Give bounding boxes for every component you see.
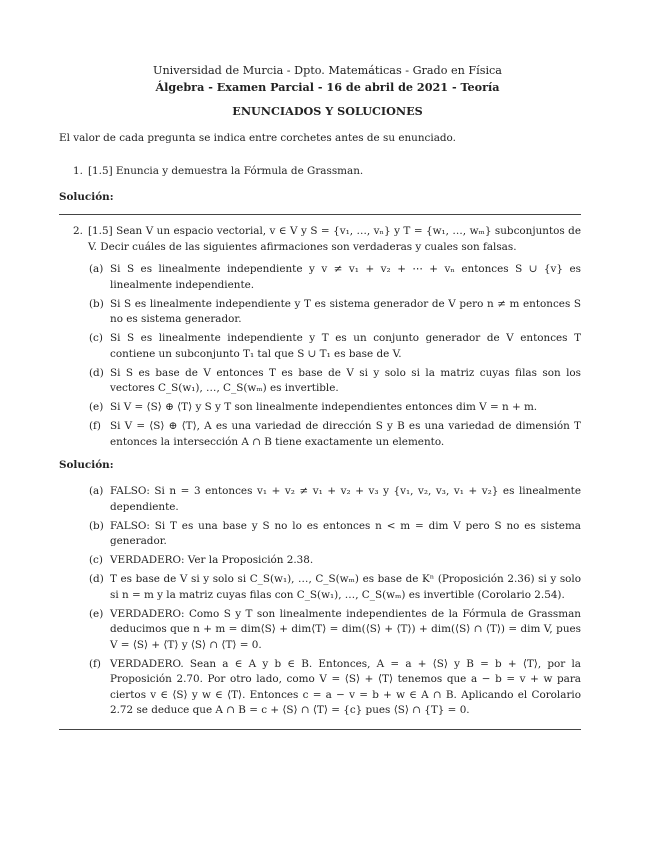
list-item [89, 519, 581, 550]
list-item [89, 657, 581, 719]
question-1-text: [1.5] Enuncia y demuestra la Fórmula de Grassman. [88, 165, 364, 177]
list-item [89, 297, 581, 328]
list-item [89, 366, 581, 397]
item-text: Si V = ⟨S⟩ ⊕ ⟨T⟩, A es una variedad de dirección S y B es una variedad de dimensión T entonces la intersección A ∩ B tiene exactamente un elemento. [110, 420, 581, 448]
list-item [89, 553, 581, 569]
item-text: VERDADERO: Como S y T son linealmente independientes de la Fórmula de Grassman deducimos que n + m = dim⟨S⟩ + dim⟨T⟩ = dim(⟨S⟩ + ⟨T⟩) + dim(⟨S⟩ ∩ ⟨T⟩) = dim V, pues V = ⟨S⟩ + ⟨T⟩ y ⟨S⟩ ∩ ⟨T⟩ = 0. [110, 607, 581, 651]
question-2-number: 2. [73, 225, 83, 237]
item-text: Si S es linealmente independiente y T es sistema generador de V pero n ≠ m entonces S no es sistema generador. [110, 297, 581, 325]
item-label: (b) [89, 297, 104, 310]
item-label: (f) [89, 657, 101, 670]
item-label: (b) [89, 519, 104, 532]
item-text: Si S es linealmente independiente y v ≠ v₁ + v₂ + ⋯ + vₙ entonces S ∪ {v} es linealmente independiente. [110, 263, 581, 291]
question-2 [59, 224, 581, 255]
solution-label-2: Solución: [59, 459, 114, 471]
item-label: (c) [89, 332, 103, 344]
solution-label-1: Solución: [59, 191, 114, 203]
item-text: VERDADERO: Ver la Proposición 2.38. [110, 554, 314, 566]
list-item [89, 484, 581, 515]
question-2-items [89, 262, 581, 454]
header-university: Universidad de Murcia - Dpto. Matemáticas - Grado en Física [153, 64, 502, 77]
header-statements: ENUNCIADOS Y SOLUCIONES [232, 104, 423, 118]
item-label: (c) [89, 554, 103, 566]
question-2-text: [1.5] Sean V un espacio vectorial, v ∈ V y S = {v₁, …, vₙ} y T = {w₁, …, wₘ} subconjuntos de V. Decir cuáles de las siguientes afirmaciones son verdaderas y cuales son falsas. [88, 225, 581, 253]
item-text: Si V = ⟨S⟩ ⊕ ⟨T⟩ y S y T son linealmente independientes entonces dim V = n + m. [110, 401, 538, 413]
question-1 [59, 164, 581, 180]
item-label: (a) [89, 263, 104, 275]
item-text: FALSO: Si T es una base y S no lo es entonces n < m = dim V pero S no es sistema generador. [110, 519, 581, 547]
solutions-list [89, 484, 581, 722]
item-text: FALSO: Si n = 3 entonces v₁ + v₂ ≠ v₁ + v₂ + v₃ y {v₁, v₂, v₃, v₁ + v₂} es linealmente dependiente. [110, 485, 581, 513]
intro-text: El valor de cada pregunta se indica entre corchetes antes de su enunciado. [59, 132, 456, 144]
item-label: (d) [89, 573, 104, 585]
question-1-number: 1. [73, 165, 83, 177]
item-text: T es base de V si y solo si C_S(w₁), …, C_S(wₘ) es base de Kⁿ (Proposición 2.36) si y solo si n = m y la matriz cuyas filas con C_S(w₁), …, C_S(wₘ) es invertible (Corolario 2.54). [110, 573, 581, 601]
item-text: Si S es base de V entonces T es base de V si y solo si la matriz cuyas filas son los vectores C_S(w₁), …, C_S(wₘ) es invertible. [110, 366, 581, 394]
item-text: Si S es linealmente independiente y T es un conjunto generador de V entonces T contiene un subconjunto T₁ tal que S ∪ T₁ es base de V. [110, 332, 581, 360]
item-label: (a) [89, 485, 104, 497]
item-label: (e) [89, 401, 104, 413]
list-item [89, 419, 581, 450]
list-item [89, 572, 581, 603]
item-label: (f) [89, 420, 101, 432]
item-label: (e) [89, 607, 104, 620]
header-exam-title: Álgebra - Examen Parcial - 16 de abril de 2021 - Teoría [155, 80, 500, 94]
divider-1 [59, 214, 581, 215]
list-item [89, 331, 581, 362]
list-item [89, 262, 581, 293]
item-label: (d) [89, 366, 104, 379]
list-item [89, 607, 581, 654]
item-text: VERDADERO. Sean a ∈ A y b ∈ B. Entonces, A = a + ⟨S⟩ y B = b + ⟨T⟩, por la Proposición 2.70. Por otro lado, como V = ⟨S⟩ + ⟨T⟩ tenemos que a − b = v + w para ciertos v ∈ ⟨S⟩ y w ∈ ⟨T⟩. Entonces c = a − v = b + w ∈ A ∩ B. Aplicando el Corolario 2.72 se deduce que A ∩ B = c + ⟨S⟩ ∩ ⟨T⟩ = {c} pues ⟨S⟩ ∩ {T} = 0. [110, 657, 581, 716]
list-item [89, 400, 581, 416]
divider-2 [59, 729, 581, 730]
